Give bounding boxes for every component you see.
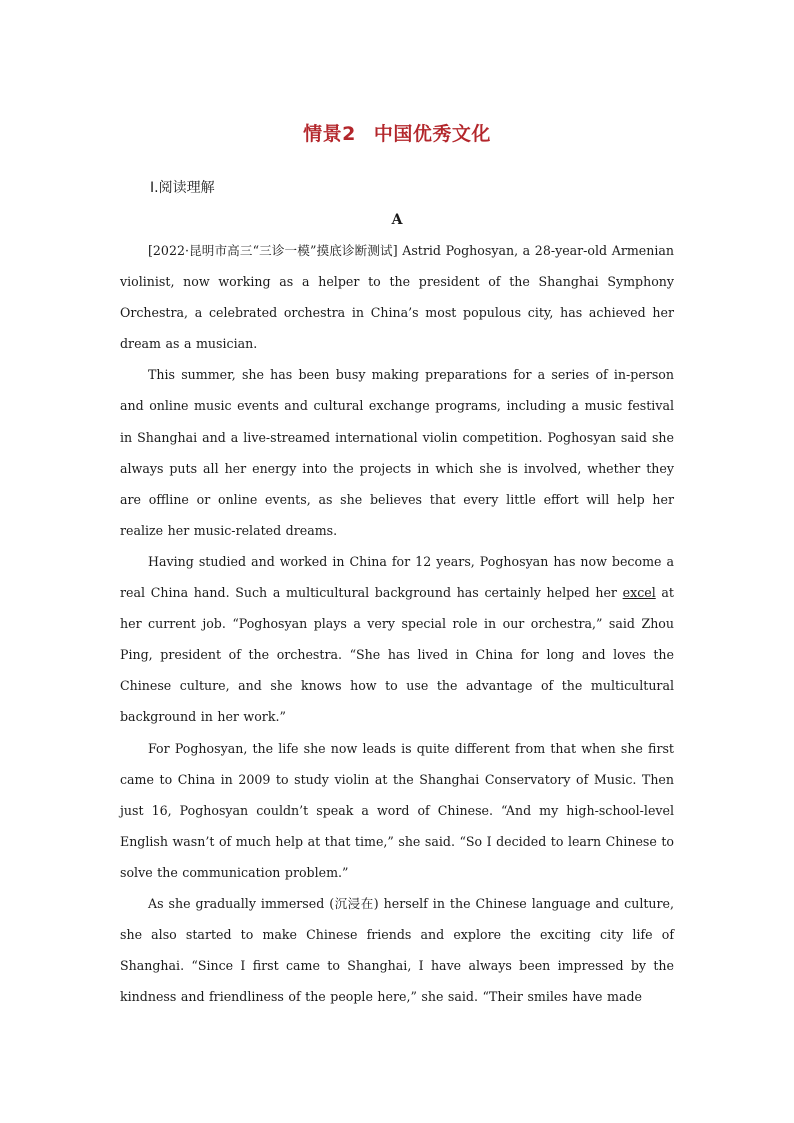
title-topic: 中国优秀文化 (373, 123, 491, 145)
passage-body (120, 235, 674, 1012)
paragraph-1: [2022·昆明市高三“三诊一模”摸底诊断测试] Astrid Poghosyan, a 28-year-old Armenian violinist, now working as a helper to the president of the Shanghai Symphony Orchestra, a celebrated orchestra in China’s most populous city, has achieved her dream as a musician. (120, 243, 674, 352)
paragraph-3-before: Having studied and worked in China for 12 years, Poghosyan has now become a real China hand. Such a multicultural background has certainly helped her (120, 553, 674, 601)
underlined-word-excel: excel (622, 585, 656, 601)
paragraph-3-after: at her current job. “Poghosyan plays a very special role in our orchestra,” said Zhou Ping, president of the orchestra. “She has lived in China for long and loves the Chinese culture, and she knows how to use the advantage of the multicultural background in her work.” (120, 585, 674, 725)
paragraph-4: For Poghosyan, the life she now leads is quite different from that when she first came to China in 2009 to study violin at the Shanghai Conservatory of Music. Then just 16, Poghosyan couldn’t speak a word of Chinese. “And my high-school-level English wasn’t of much help at that time,” she said. “So I decided to learn Chinese to solve the communication problem.” (120, 740, 674, 880)
paragraph-2: This summer, she has been busy making preparations for a series of in-person and online music events and cultural exchange programs, including a music festival in Shanghai and a live-streamed international violin competition. Poghosyan said she always puts all her energy into the projects in which she is involved, whether they are offline or online events, as she believes that every little effort will help her realize her music-related dreams. (120, 367, 674, 538)
paragraph-3 (120, 546, 674, 733)
section-heading: Ⅰ.阅读理解 (150, 180, 215, 196)
document-page (120, 0, 674, 1123)
paragraph-5: As she gradually immersed (沉浸在) herself in the Chinese language and culture, she also started to make Chinese friends and explore the exciting city life of Shanghai. “Since I first came to Shanghai, I have always been impressed by the kindness and friendliness of the people here,” she said. “Their smiles have made (120, 895, 674, 1005)
passage-label: A (391, 212, 403, 228)
page-title (120, 120, 674, 148)
title-scene-number: 情景2 (303, 123, 356, 145)
